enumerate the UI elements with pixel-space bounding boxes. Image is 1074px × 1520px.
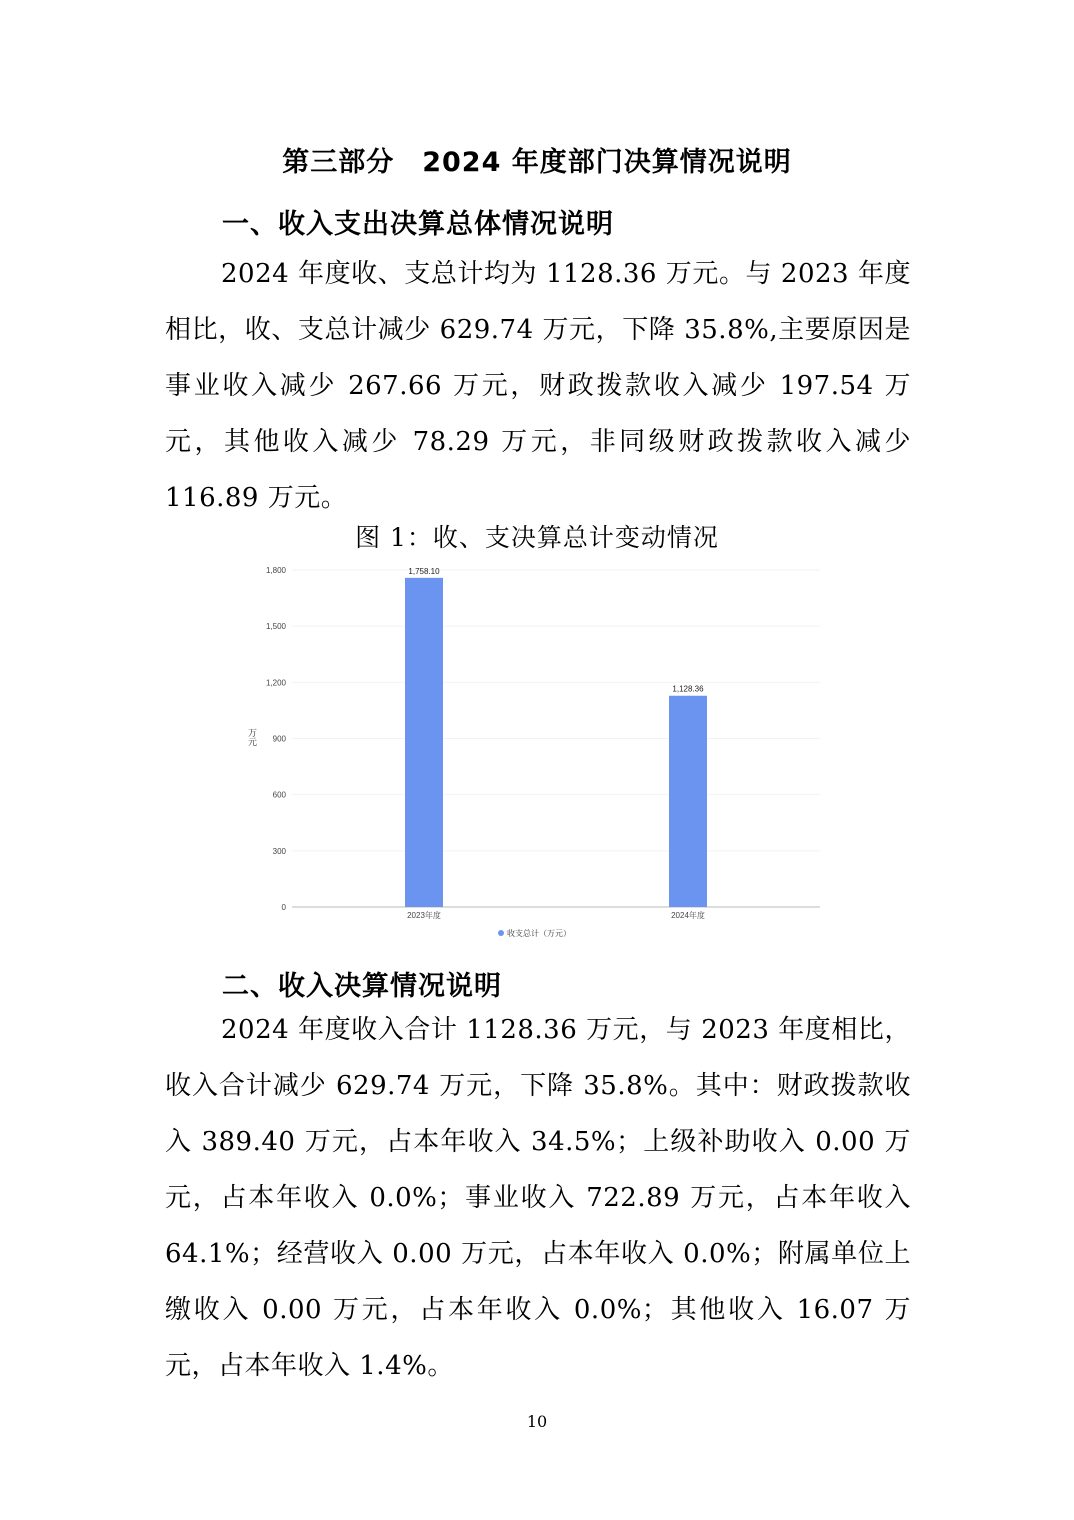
y-tick-label: 600 [272, 790, 286, 800]
bar-2 [669, 696, 707, 907]
bar-value-label: 1,758.10 [408, 566, 440, 576]
section-heading-income-expenditure-overview: 一、收入支出决算总体情况说明 [222, 209, 614, 240]
y-tick-label: 0 [281, 903, 286, 912]
y-axis-ticks [266, 566, 287, 912]
bar-1 [405, 578, 443, 907]
chart-legend [498, 928, 571, 938]
y-tick-label: 900 [272, 734, 286, 744]
x-axis-ticks [407, 910, 705, 920]
legend-marker [498, 930, 504, 936]
page-heading: 第三部分 2024 年度部门决算情况说明 [282, 147, 792, 178]
bar-value-label: 1,128.36 [672, 684, 704, 694]
y-tick-label: 1,200 [265, 678, 286, 688]
chart-bars [405, 567, 707, 907]
bar-chart [240, 556, 840, 946]
y-tick-label: 1,500 [265, 622, 286, 632]
x-tick-label: 2024年度 [671, 911, 705, 920]
section-heading-income: 二、收入决算情况说明 [222, 971, 502, 1002]
y-axis-label: 万元 [247, 728, 257, 746]
y-tick-label: 1,800 [265, 566, 286, 575]
chart-gridlines [292, 570, 820, 907]
legend-label: 收支总计（万元） [507, 929, 571, 938]
paragraph-overview: 2024 年度收、支总计均为 1128.36 万元。与 2023 年度相比，收、支总计减少 629.74 万元，下降 35.8%,主要原因是事业收入减少 267.66 万元，财政拨款收入减少 197.54 万元，其他收入减少 78.29 万元，非同级财政拨款收入减少 116.89 万元。 [165, 259, 911, 513]
page-number: 10 [526, 1412, 548, 1431]
figure-caption: 图 1：收、支决算总计变动情况 [355, 523, 719, 552]
paragraph-income: 2024 年度收入合计 1128.36 万元，与 2023 年度相比，收入合计减少 629.74 万元，下降 35.8%。其中：财政拨款收入 389.40 万元，占本年收入 34.5%；上级补助收入 0.00 万元，占本年收入 0.0%；事业收入 722.89 万元，占本年收入 64.1%；经营收入 0.00 万元，占本年收入 0.0%；附属单位上缴收入 0.00 万元，占本年收入 0.0%；其他收入 16.07 万元，占本年收入 1.4%。 [165, 1015, 911, 1381]
y-tick-label: 300 [272, 846, 286, 856]
x-tick-label: 2023年度 [407, 911, 441, 920]
